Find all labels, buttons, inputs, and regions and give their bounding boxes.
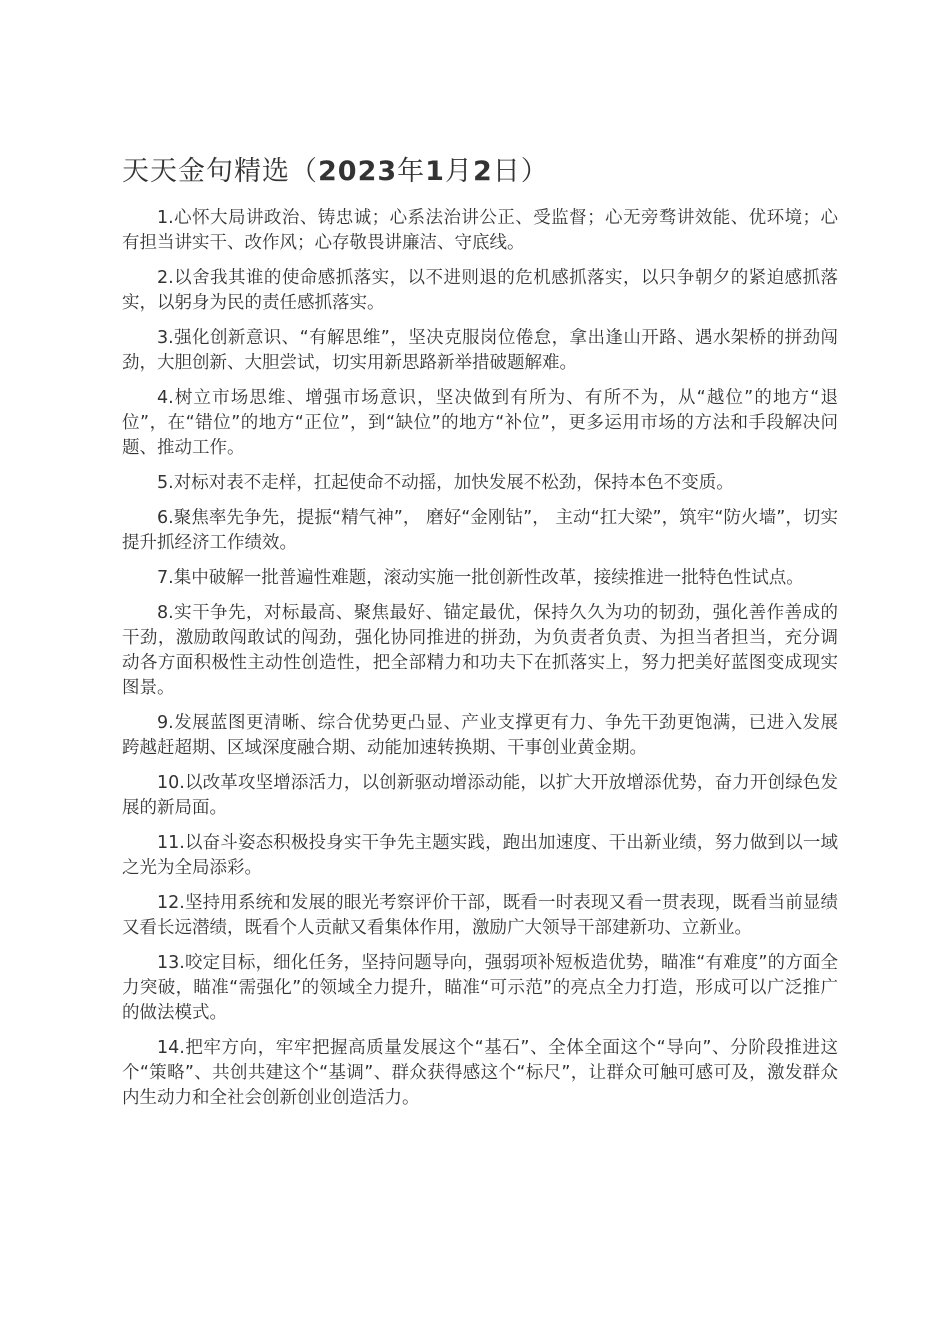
title-year-unit: 年 (397, 156, 426, 187)
title-month-unit: 月 (444, 156, 473, 187)
title-month: 1 (425, 156, 445, 187)
title-year: 2023 (318, 156, 398, 187)
quote-paragraph-14: 14.把牢方向，牢牢把握高质量发展这个“基石”、全体全面这个“导向”、分阶段推进这个“策略”、共创共建这个“基调”、群众获得感这个“标尺”，让群众可触可感可及，激发群众内生动力和全社会创新创业创造活力。 (122, 1038, 838, 1108)
title-day-unit: 日） (492, 156, 549, 187)
quote-paragraph-12: 12.坚持用系统和发展的眼光考察评价干部，既看一时表现又看一贯表现，既看当前显绩又看长远潜绩，既看个人贡献又看集体作用，激励广大领导干部建新功、立新业。 (122, 893, 838, 938)
document-page (122, 152, 838, 1121)
quote-paragraph-5: 5.对标对表不走样，扛起使命不动摇，加快发展不松劲，保持本色不变质。 (157, 473, 734, 493)
quote-paragraph-10: 10.以改革攻坚增添活力，以创新驱动增添动能，以扩大开放增添优势，奋力开创绿色发展的新局面。 (122, 773, 838, 818)
quote-paragraph-3: 3.强化创新意识、“有解思维”，坚决克服岗位倦怠，拿出逢山开路、遇水架桥的拼劲闯劲，大胆创新、大胆尝试，切实用新思路新举措破题解难。 (122, 328, 838, 373)
quote-paragraph-1: 1.心怀大局讲政治、铸忠诚；心系法治讲公正、受监督；心无旁骛讲效能、优环境；心有担当讲实干、改作风；心存敬畏讲廉洁、守底线。 (122, 208, 838, 253)
title-day: 2 (472, 156, 493, 187)
quote-paragraph-13: 13.咬定目标，细化任务，坚持问题导向，强弱项补短板造优势，瞄准“有难度”的方面全力突破，瞄准“需强化”的领域全力提升，瞄准“可示范”的亮点全力打造，形成可以广泛推广的做法模式。 (122, 953, 838, 1023)
quote-paragraph-6: 6.聚焦率先争先，提振“精气神”， 磨好“金刚钻”， 主动“扛大梁”，筑牢“防火墙”，切实提升抓经济工作绩效。 (122, 508, 838, 553)
quote-paragraph-9: 9.发展蓝图更清晰、综合优势更凸显、产业支撑更有力、争先干劲更饱满，已进入发展跨越赶超期、区域深度融合期、动能加速转换期、干事创业黄金期。 (122, 713, 838, 758)
document-title (122, 152, 838, 192)
quote-paragraph-4: 4.树立市场思维、增强市场意识，坚决做到有所为、有所不为，从“越位”的地方“退位”，在“错位”的地方“正位”，到“缺位”的地方“补位”，更多运用市场的方法和手段解决问题、推动工作。 (122, 388, 838, 458)
title-prefix: 天天金句精选（ (122, 156, 318, 187)
quote-paragraph-11: 11.以奋斗姿态积极投身实干争先主题实践，跑出加速度、干出新业绩，努力做到以一域之光为全局添彩。 (122, 833, 838, 878)
quote-paragraph-7: 7.集中破解一批普遍性难题，滚动实施一批创新性改革，接续推进一批特色性试点。 (157, 568, 804, 588)
quote-paragraph-2: 2.以舍我其谁的使命感抓落实，以不进则退的危机感抓落实，以只争朝夕的紧迫感抓落实，以躬身为民的责任感抓落实。 (122, 268, 838, 313)
quote-paragraph-8: 8.实干争先，对标最高、聚焦最好、锚定最优，保持久久为功的韧劲，强化善作善成的干劲，激励敢闯敢试的闯劲，强化协同推进的拼劲，为负责者负责、为担当者担当，充分调动各方面积极性主动性创造性，把全部精力和功夫下在抓落实上，努力把美好蓝图变成现实图景。 (122, 603, 838, 698)
